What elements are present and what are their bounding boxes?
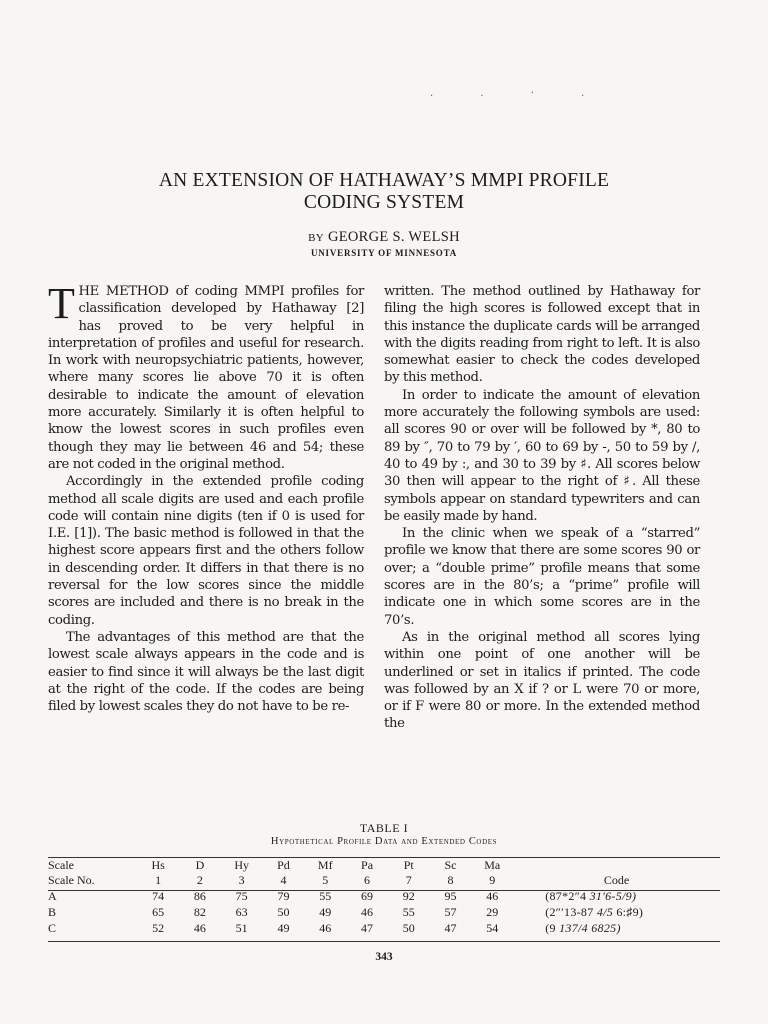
table-header-cell: 2 (196, 873, 203, 887)
score-cell: 95 (444, 888, 457, 903)
table-bottom-rule (48, 941, 720, 942)
left-paragraph-1 (48, 279, 364, 473)
score-cell: 57 (444, 904, 457, 919)
right-paragraph-2: In order to indicate the amount of elevation more accurately the following symbols are used: all scores 90 or over will be followed by *, 80 to 89 by ″, 70 to 79 by ′, 60 to 69 by -, 50 to 59 by /, 40 to 49 by :, and 30 to 39 by ♯. All scores below 30 then will appear to the right of ♯. All these symbols appear on standard typewriters and can be easily made by hand. (384, 387, 700, 524)
author-name: GEORGE S. WELSH (327, 229, 460, 245)
code-plain: (87*2″4 (545, 888, 590, 903)
score-cell: 47 (361, 920, 374, 935)
left-p1-text: HE METHOD of coding MMPI profiles for classification developed by Hathaway [2] has proved to be very helpful in interpretation of profiles and useful for research. In work with neuropsychiatric patients, however, where many scores lie above 70 it is often desirable to indicate the amount of elevation more accurately. Similarly it is often helpful to know the lowest scores in such profiles even though they may lie between 46 and 54; these are not coded in the original method. (48, 284, 364, 472)
table-header-cell: 4 (280, 873, 287, 887)
score-cell: 92 (402, 888, 415, 903)
left-paragraph-3: The advantages of this method are that the lowest scale always appears in the code and is easier to find since it will always be the last digit at the right of the code. If the codes are being filed by lowest scales they do not have to be re- (48, 629, 364, 715)
table-row (48, 920, 720, 936)
table-header-cell: Pd (277, 858, 290, 872)
table-header-cell: D (195, 858, 205, 872)
title-line-2: CODING SYSTEM (303, 192, 465, 213)
left-paragraph-2: Accordingly in the extended profile coding method all scale digits are used and each profile code will contain nine digits (ten if 0 is used for I.E. [1]). The basic method is followed in that the highest score appears first and the others follow in descending order. It differs in that there is no reversal for the low scores since the middle scores are included and there is no break in the coding. (48, 474, 364, 628)
title-line-1: AN EXTENSION OF HATHAWAY’S MMPI PROFILE (158, 170, 610, 191)
table-header-row (48, 858, 720, 873)
score-cell: 29 (486, 904, 499, 919)
drop-cap: T (48, 279, 75, 328)
score-cell: 55 (319, 888, 332, 903)
score-cell: 46 (193, 920, 206, 935)
score-cell: 55 (402, 904, 415, 919)
score-cell: 46 (319, 920, 332, 935)
score-cell: 82 (193, 904, 206, 919)
table-header-cell: 5 (322, 873, 329, 887)
score-cell: 54 (486, 920, 499, 935)
table-header-cell: Pa (361, 858, 374, 872)
score-cell: 69 (361, 888, 374, 903)
score-cell: 46 (361, 904, 374, 919)
table-header-cell: Code (603, 873, 630, 887)
score-cell: 49 (277, 920, 290, 935)
right-paragraph-1: written. The method outlined by Hathaway for filing the high scores is followed except that in this instance the duplicate cards will be arranged with the digits reading from right to left. It is also somewhat easier to check the codes developed by this method. (384, 284, 700, 386)
code-tail: 6:♯9) (613, 904, 644, 919)
table-header-cell: 8 (447, 873, 454, 887)
score-cell: 51 (235, 920, 248, 935)
profile-code (513, 920, 720, 936)
profile-code (513, 888, 720, 904)
code-italic: 4/5 (596, 904, 614, 919)
table-header-cell: Mf (317, 858, 333, 872)
table-header-cell: Ma (484, 858, 501, 872)
score-cell: 74 (152, 888, 165, 903)
table-header-cell: Scale (48, 858, 74, 872)
code-italic: 31′6-5/9) (589, 888, 637, 903)
table-header-cell (513, 858, 720, 873)
table-header-cell: Pt (403, 858, 414, 872)
score-cell: 63 (235, 904, 248, 919)
score-cell: 79 (277, 888, 290, 903)
score-cell: 50 (402, 920, 415, 935)
table-header-cell: Hs (151, 858, 165, 872)
row-label: C (48, 920, 57, 935)
code-plain: (2″′13-87 (545, 904, 597, 919)
header-specks: . . · . (430, 88, 607, 99)
table-header-cell: Scale No. (48, 873, 95, 887)
table-header-cell: 1 (155, 873, 162, 887)
right-paragraph-4: As in the original method all scores lying within one point of one another will be underlined or set in italics if printed. The code was followed by an X if ? or L were 70 or more, or if F were 80 or more. In the extended method the (384, 629, 700, 732)
row-label: A (48, 888, 57, 903)
table-label: TABLE I (359, 821, 409, 835)
score-cell: 50 (277, 904, 290, 919)
paper-title (60, 170, 708, 214)
code-plain: (9 (545, 920, 560, 935)
page-number: 343 (375, 951, 393, 963)
table-row (48, 904, 720, 920)
table-header-row (48, 873, 720, 888)
right-paragraph-3: In the clinic when we speak of a “starred” profile we know that there are some scores 90 or over; a “double prime” profile means that some scores are in the 80’s; a “prime” profile will indicate one in which some scores are in the 70’s. (384, 526, 700, 628)
right-column (384, 283, 700, 733)
table-header-cell: Sc (444, 858, 457, 872)
code-italic: 137/4 6825) (559, 920, 621, 935)
table-header-cell: 9 (489, 873, 496, 887)
table-header-cell: 6 (364, 873, 371, 887)
table-header-cell: Hy (234, 858, 250, 872)
score-cell: 52 (152, 920, 165, 935)
score-cell: 47 (444, 920, 457, 935)
score-cell: 75 (235, 888, 248, 903)
score-cell: 49 (319, 904, 332, 919)
table-row (48, 888, 720, 904)
byline (0, 229, 768, 246)
profile-table (48, 858, 720, 936)
table-caption: Hypothetical Profile Data and Extended Codes (270, 836, 498, 847)
table-header-cell: 7 (405, 873, 412, 887)
row-label: B (48, 904, 57, 919)
profile-code (513, 904, 720, 920)
score-cell: 65 (152, 904, 165, 919)
score-cell: 46 (486, 888, 499, 903)
table-header-cell: 3 (238, 873, 245, 887)
affiliation: UNIVERSITY OF MINNESOTA (310, 248, 458, 258)
left-column (48, 279, 364, 715)
score-cell: 86 (193, 888, 206, 903)
byline-by: BY (308, 232, 325, 244)
